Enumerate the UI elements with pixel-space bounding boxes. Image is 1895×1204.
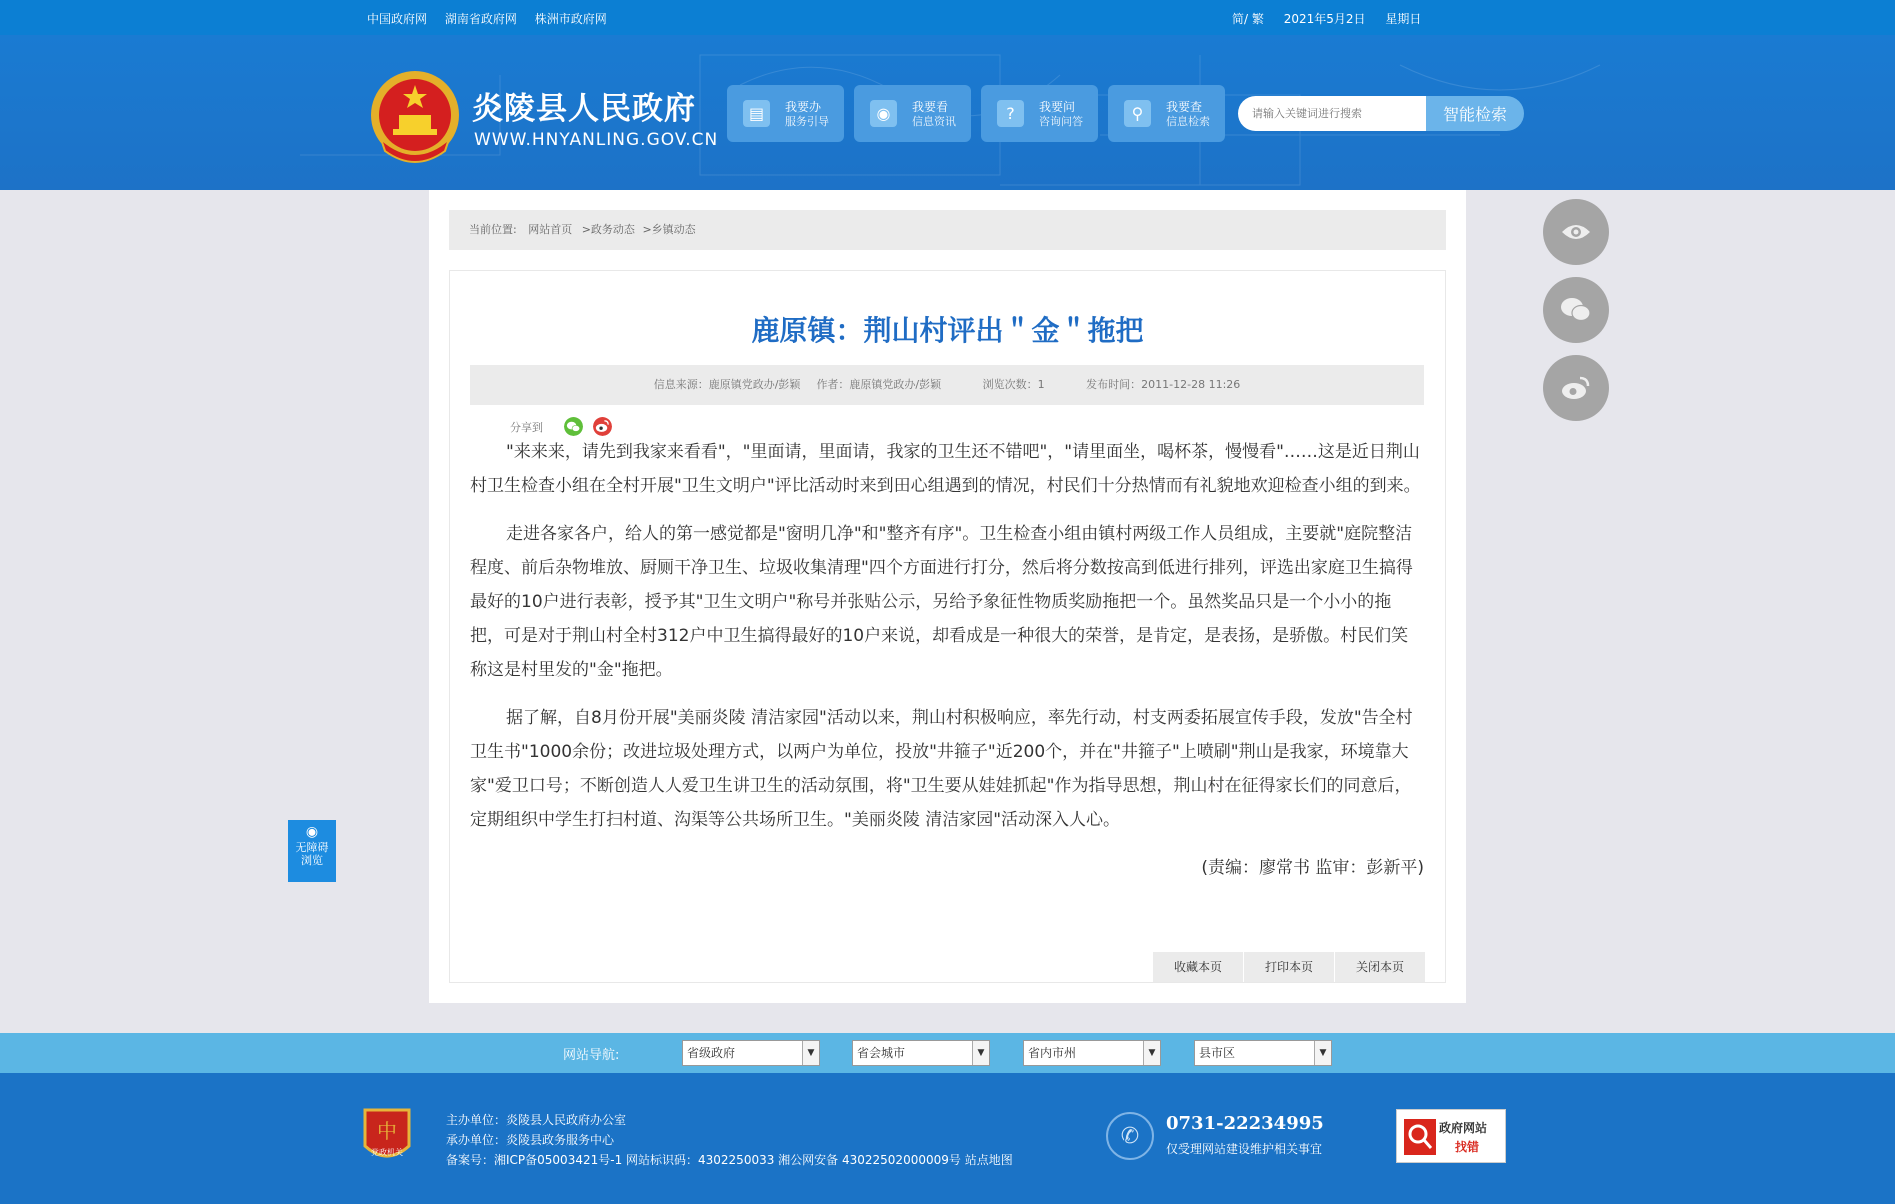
wechat-share-icon[interactable]	[564, 417, 583, 436]
eye-icon	[1560, 222, 1592, 242]
footer-phone: 0731-22234995	[1166, 1113, 1324, 1134]
svg-text:中: 中	[377, 1119, 397, 1143]
eye-icon: ◉	[305, 824, 319, 840]
breadcrumb	[449, 210, 1446, 250]
meta-author: 作者：鹿原镇党政办/彭颖	[816, 378, 942, 391]
site-url: WWW.HNYANLING.GOV.CN	[474, 130, 719, 150]
footer-organizer: 承办单位：炎陵县政务服务中心	[446, 1133, 615, 1147]
nav-information-button[interactable]	[854, 85, 971, 142]
top-right	[1232, 10, 1437, 27]
article-body	[470, 435, 1424, 899]
breadcrumb-home[interactable]: 网站首页	[528, 223, 573, 236]
breadcrumb-gov-news[interactable]: >政务动态	[581, 223, 635, 236]
article-paragraph: 据了解，自8月份开展"美丽炎陵 清洁家园"活动以来，荆山村积极响应，率先行动，村支两委拓展宣传手段，发放"告全村卫生书"1000余份；改进垃圾处理方式，以两户为单位，投放"井箍子"近200个，并在"井箍子"上喷刷"荆山是我家，环境靠大家"爱卫口号；不断创造人人爱卫生讲卫生的活动氛围，将"卫生要从娃娃抓起"作为指导思想，荆山村在征得家长们的同意后，定期组织中学生打扫村道、沟渠等公共场所卫生。"美丽炎陵 清洁家园"活动深入人心。	[470, 708, 1413, 830]
nav-sublabel: 咨询问答	[1039, 115, 1083, 128]
article-title: 鹿原镇：荆山村评出＂金＂拖把	[751, 314, 1144, 347]
badge-sublabel: 找错	[1455, 1140, 1480, 1154]
close-page-button[interactable]: 关闭本页	[1334, 952, 1425, 982]
eye-icon: ◉	[870, 100, 897, 127]
article-meta	[470, 365, 1424, 405]
province-gov-select[interactable]	[682, 1040, 820, 1066]
province-city-select[interactable]	[1023, 1040, 1161, 1066]
meta-published: 发布时间：2011-12-28 11:26	[1086, 378, 1241, 391]
document-icon: ▤	[743, 100, 770, 127]
site-nav-label: 网站导航:	[563, 1048, 620, 1063]
gov-site-error-report-badge[interactable]	[1396, 1109, 1506, 1163]
article-signature: (责编：廖常书 监审：彭新平)	[1201, 858, 1424, 878]
chevron-down-icon: ▼	[1143, 1041, 1160, 1065]
nav-label: 我要看	[912, 100, 949, 114]
language-toggle[interactable]: 简/ 繁	[1232, 12, 1264, 26]
chevron-down-icon: ▼	[802, 1041, 819, 1065]
svg-text:党政机关: 党政机关	[371, 1148, 403, 1157]
link-zhuzhou-gov[interactable]: 株洲市政府网	[534, 12, 607, 26]
article	[449, 270, 1446, 983]
wechat-icon	[1560, 297, 1592, 323]
smart-search-button[interactable]: 智能检索	[1426, 96, 1524, 131]
side-eye-button[interactable]	[1543, 199, 1609, 265]
accessibility-sublabel: 浏览	[301, 854, 323, 867]
top-bar	[0, 0, 1895, 35]
main-content	[429, 190, 1466, 1003]
party-gov-org-logo[interactable]	[361, 1106, 413, 1166]
nav-sublabel: 服务引导	[785, 115, 829, 128]
phone-icon: ✆	[1106, 1112, 1154, 1160]
select-value: 省级政府	[687, 1046, 736, 1060]
nav-service-guide-button[interactable]	[727, 85, 844, 142]
nav-label: 我要查	[1166, 100, 1203, 114]
select-value: 县市区	[1199, 1046, 1236, 1060]
site-header	[0, 35, 1895, 190]
county-select[interactable]	[1194, 1040, 1332, 1066]
side-wechat-button[interactable]	[1543, 277, 1609, 343]
chevron-down-icon: ▼	[1314, 1041, 1331, 1065]
nav-retrieval-button[interactable]	[1108, 85, 1225, 142]
question-icon: ?	[997, 100, 1024, 127]
accessibility-label: 无障碍	[295, 841, 329, 854]
meta-source: 信息来源：鹿原镇党政办/彭颖	[653, 378, 801, 391]
print-page-button[interactable]: 打印本页	[1243, 952, 1334, 982]
accessibility-button[interactable]	[288, 820, 336, 882]
nav-label: 我要问	[1039, 100, 1076, 114]
article-actions	[1152, 952, 1425, 982]
select-value: 省内市州	[1028, 1046, 1077, 1060]
meta-views: 浏览次数：1	[982, 378, 1045, 391]
footer-host: 主办单位：炎陵县人民政府办公室	[446, 1113, 627, 1127]
side-weibo-button[interactable]	[1543, 355, 1609, 421]
footer-info	[446, 1110, 1013, 1170]
bookmark-page-button[interactable]: 收藏本页	[1152, 952, 1243, 982]
link-china-gov[interactable]: 中国政府网	[367, 12, 428, 26]
article-paragraph: 走进各家各户，给人的第一感觉都是"窗明几净"和"整齐有序"。卫生检查小组由镇村两级工作人员组成，主要就"庭院整洁程度、前后杂物堆放、厨厕干净卫生、垃圾收集清理"四个方面进行打分，然后将分数按高到低进行排列，评选出家庭卫生搞得最好的10户进行表彰，授予其"卫生文明户"称号并张贴公示，另给予象征性物质奖励拖把一个。虽然奖品只是一个小小的拖把，可是对于荆山村全村312户中卫生搞得最好的10户来说，却看成是一种很大的荣誉，是肯定，是表扬，是骄傲。村民们笑称这是村里发的"金"拖把。	[470, 524, 1413, 680]
weekday-text: 星期日	[1385, 12, 1422, 26]
search-icon: ⚲	[1124, 100, 1151, 127]
footer-record[interactable]: 备案号：湘ICP备05003421号-1 网站标识码：4302250033 湘公网安备 43022502000009号 站点地图	[446, 1153, 1013, 1167]
site-footer	[0, 1073, 1895, 1204]
site-nav-bar	[0, 1033, 1895, 1073]
magnifier-icon	[1403, 1118, 1437, 1156]
date-text: 2021年5月2日	[1283, 12, 1366, 26]
nav-consult-button[interactable]	[981, 85, 1098, 142]
search-box	[1238, 96, 1524, 131]
national-emblem-logo	[367, 69, 463, 169]
nav-label: 我要办	[785, 100, 822, 114]
weibo-icon	[1560, 375, 1592, 401]
share-label: 分享到	[510, 421, 543, 434]
footer-phone-note: 仅受理网站建设维护相关事宜	[1166, 1142, 1323, 1156]
breadcrumb-label: 当前位置:	[469, 223, 517, 236]
weibo-share-icon[interactable]	[593, 417, 612, 436]
chevron-down-icon: ▼	[972, 1041, 989, 1065]
top-links	[367, 10, 621, 27]
breadcrumb-town-news[interactable]: >乡镇动态	[642, 223, 696, 236]
site-title[interactable]: 炎陵县人民政府	[472, 91, 696, 127]
link-hunan-gov[interactable]: 湖南省政府网	[444, 12, 517, 26]
select-value: 省会城市	[857, 1046, 906, 1060]
nav-sublabel: 信息检索	[1166, 115, 1210, 128]
article-paragraph: "来来来，请先到我家来看看"，"里面请，里面请，我家的卫生还不错吧"，"请里面坐，喝杯茶，慢慢看"……这是近日荆山村卫生检查小组在全村开展"卫生文明户"评比活动时来到田心组遇到的情况，村民们十分热情而有礼貌地欢迎检查小组的到来。	[470, 442, 1421, 496]
nav-sublabel: 信息资讯	[912, 115, 956, 128]
badge-label: 政府网站	[1439, 1121, 1488, 1135]
capital-city-select[interactable]	[852, 1040, 990, 1066]
search-input[interactable]	[1238, 96, 1440, 131]
